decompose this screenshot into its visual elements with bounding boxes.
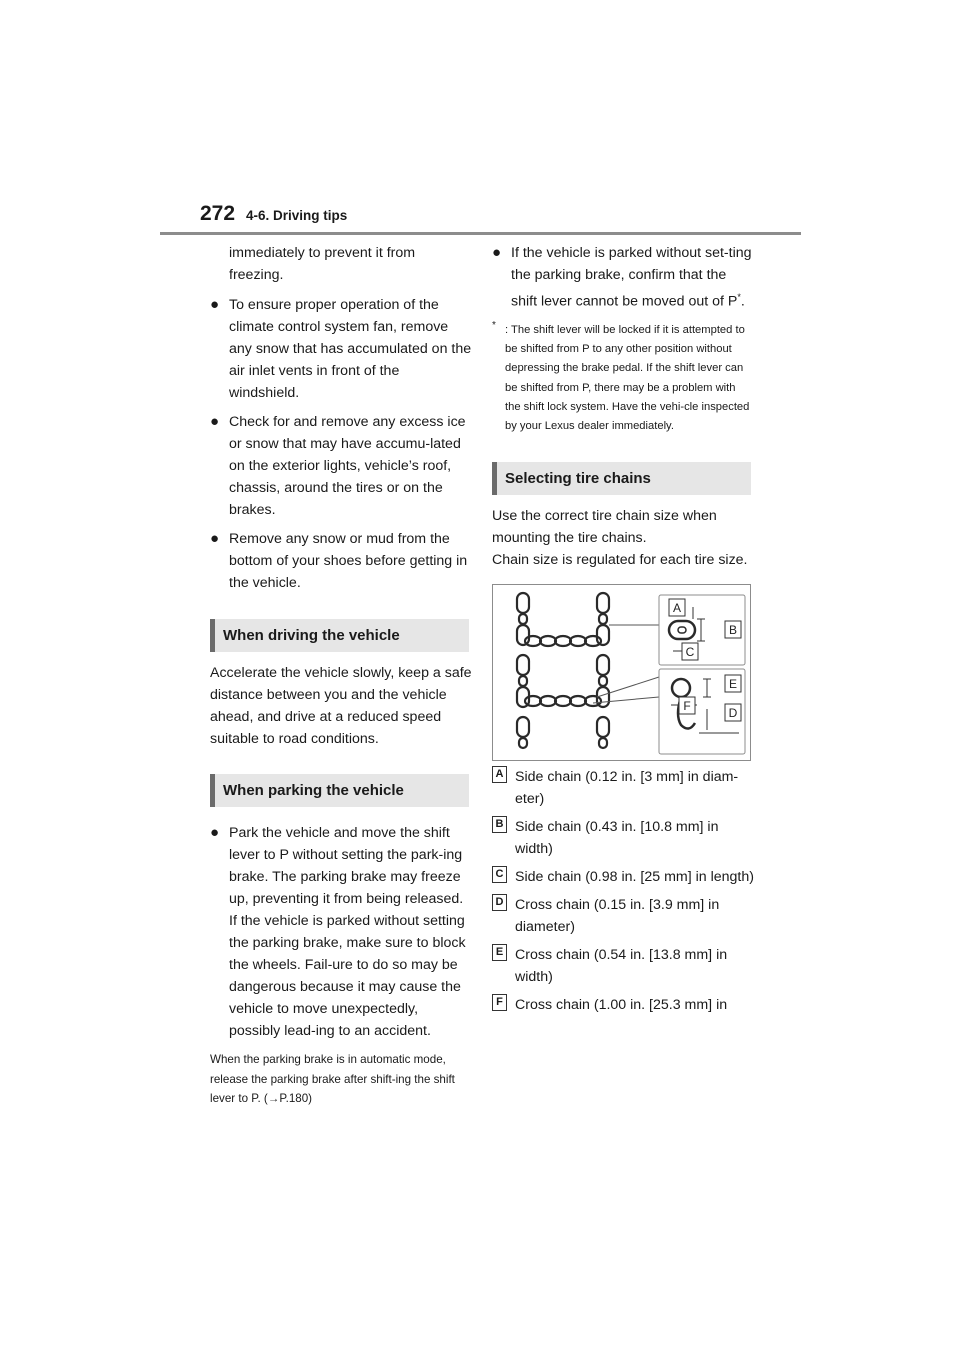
figure-label-c: C [685,644,695,659]
legend-key: B [492,816,507,833]
bullet-item [492,242,754,313]
legend-key: D [492,894,507,911]
page-number: 272 [200,202,236,225]
bullet-end: . [740,293,745,310]
bullet-dot-icon: ● [210,413,220,430]
legend-text: Side chain (0.98 in. [25 mm] in length) [515,868,754,885]
figure-label-e: E [728,676,738,691]
legend-text: Cross chain (0.54 in. [13.8 mm] in width) [515,946,728,985]
parking-note: When the parking brake is in automatic mode, release the parking brake after shift-ing the shift lever to P. (→P.180) [210,1053,455,1105]
legend-item [492,994,754,1016]
figure-label-d: D [728,705,738,720]
footnote-marker: * [492,319,496,331]
continuation-text: immediately to prevent it from freezing. [229,245,416,283]
legend-item [492,766,754,810]
figure-label-a: A [672,600,682,615]
legend-key: E [492,944,507,961]
legend-list [492,766,754,1016]
bullet-text: Park the vehicle and move the shift lever to P without setting the park-ing brake. The parking brake may freeze up, preventing it from being released. If the vehicle is parked without setting the parking brake, make sure to block the wheels. Fail-ure to do so may be dangerous because it may cause the vehicle to move unexpectedly, possibly lead-ing to an accident. [229,825,466,1039]
header-rule [160,232,801,235]
legend-key: C [492,866,507,883]
figure-label-f: F [683,698,691,713]
legend-item [492,944,754,988]
bullet-text: To ensure proper operation of the climate control system fan, remove any snow that has accumulated on the air inlet vents in front of the windshield. [229,297,472,401]
chains-paragraph: Use the correct tire chain size when mounting the tire chains. [492,507,717,546]
bullet-dot-icon: ● [210,296,220,313]
bullet-dot-icon: ● [492,244,502,261]
section-heading-parking: When parking the vehicle [210,774,469,807]
legend-key: A [492,766,507,783]
driving-paragraph: Accelerate the vehicle slowly, keep a safe distance between you and the vehicle ahead, and drive at a reduced speed suitable to road conditions. [210,665,472,747]
bullet-item [210,411,472,521]
legend-text: Cross chain (0.15 in. [3.9 mm] in diameter) [515,896,720,935]
bullet-text: Check for and remove any excess ice or snow that may have accumu-lated on the exterior lights, vehicle’s roof, chassis, around the tires or on the brakes. [229,414,466,518]
bullet-item [210,528,472,594]
figure-label-b: B [728,622,738,637]
bullet-dot-icon: ● [210,530,220,547]
footnote [492,321,754,437]
legend-item [492,866,754,888]
bullet-dot-icon: ● [210,824,220,841]
bullet-item [210,822,472,1042]
chains-paragraph-2: Chain size is regulated for each tire size. [492,551,748,568]
bullet-item [210,294,472,404]
legend-item [492,894,754,938]
tire-chain-diagram [493,585,750,760]
tire-chain-figure [492,584,751,761]
footnote-ref: * [737,292,741,302]
bullet-text: Remove any snow or mud from the bottom of your shoes before getting in the vehicle. [229,531,468,591]
legend-text: Cross chain (1.00 in. [25.3 mm] in [515,996,728,1013]
legend-text: Side chain (0.12 in. [3 mm] in diam-eter) [515,768,739,807]
legend-item [492,816,754,860]
legend-key: F [492,994,507,1011]
legend-text: Side chain (0.43 in. [10.8 mm] in width) [515,818,719,857]
footnote-text: : The shift lever will be locked if it is attempted to be shifted from P to any other position without depressing the brake pedal. If the shift lever can be shifted from P, there may be a problem with the shift lock system. Have the vehi-cle inspected by your Lexus dealer immediately. [505,323,750,433]
section-heading-driving: When driving the vehicle [210,619,469,652]
section-label: 4-6. Driving tips [246,208,348,223]
right-column [492,242,754,1022]
section-heading-chains: Selecting tire chains [492,462,751,495]
left-column [210,242,472,1109]
bullet-text: If the vehicle is parked without set-ting the parking brake, confirm that the shift lever cannot be moved out of P [511,245,752,310]
